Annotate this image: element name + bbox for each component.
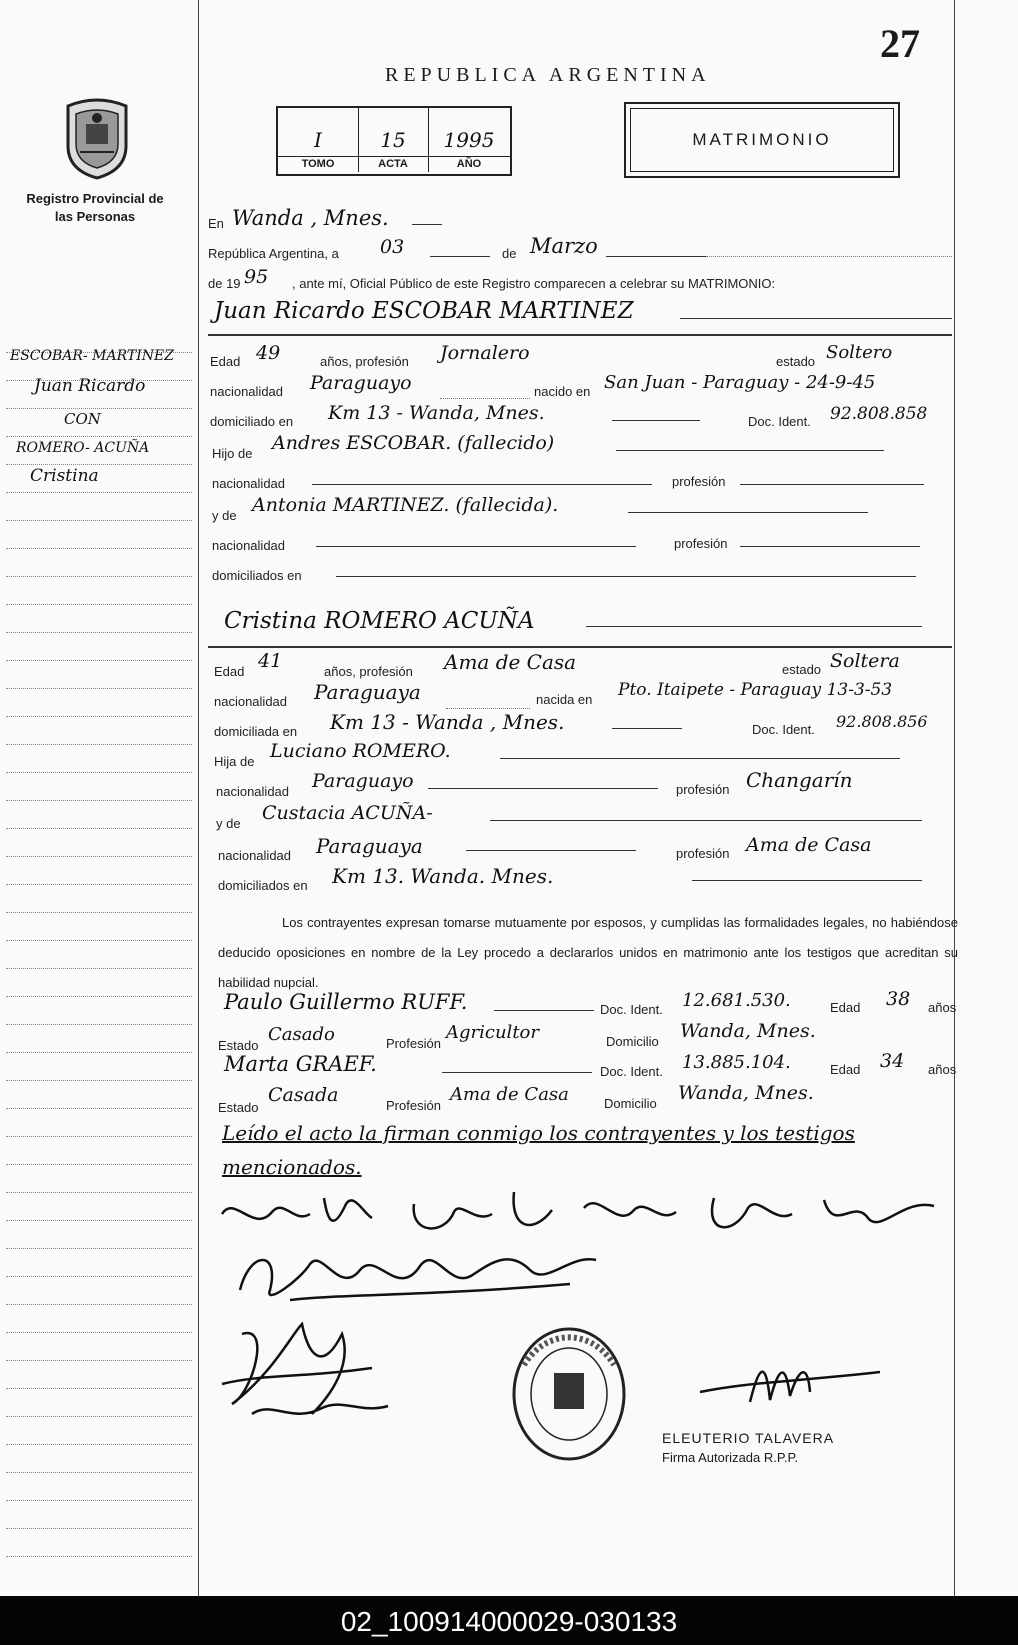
groom-status-label: estado (776, 354, 816, 369)
bride-mother-nationality-label: nacionalidad (218, 848, 292, 863)
witness-1-domicilio: Wanda, Mnes. (680, 1020, 816, 1042)
groom-profession: Jornalero (440, 342, 530, 364)
document-code: 02_100914000029-030133 (340, 1606, 678, 1637)
bride-father: Luciano ROMERO. (270, 740, 451, 762)
ano-label: AÑO (428, 156, 510, 170)
en-label: En (208, 216, 224, 231)
bride-parents-domicile: Km 13. Wanda. Mnes. (332, 864, 554, 888)
bride-doc-label: Doc. Ident. (752, 722, 815, 737)
groom-father-label: Hijo de (212, 446, 253, 461)
bride-father-nationality: Paraguayo (312, 770, 414, 792)
book-reference-box (276, 106, 512, 176)
year-prefix: de 19 (208, 276, 241, 291)
margin-note-line-4: ROMERO- ACUÑA (16, 440, 150, 456)
bride-born-label: nacida en (536, 692, 593, 707)
bride-parents-domicile-line (692, 880, 922, 881)
groom-father-profession-label: profesión (672, 474, 726, 489)
record-type: MATRIMONIO (630, 108, 894, 172)
witness-2-domicilio-label: Domicilio (604, 1096, 657, 1111)
witness-1-doc-id: 12.681.530. (682, 990, 791, 1011)
bride-father-nationality-line (428, 788, 658, 789)
witness-1-domicilio-label: Domicilio (606, 1034, 659, 1049)
groom-signature (214, 1184, 954, 1244)
witness-1-profesion-label: Profesión (386, 1036, 441, 1051)
margin-note-line-2: Juan Ricardo (34, 376, 146, 396)
bride-father-profession: Changarín (746, 768, 853, 792)
officer-title: Firma Autorizada R.P.P. (662, 1450, 799, 1465)
acta-label: ACTA (358, 156, 428, 170)
bride-domicile: Km 13 - Wanda , Mnes. (330, 710, 565, 734)
groom-father-nationality-label: nacionalidad (212, 476, 286, 491)
groom-doc-id: 92.808.858 (830, 404, 928, 424)
witness-1-name: Paulo Guillermo RUFF. (224, 990, 468, 1014)
witness-2-doc-id: 13.885.104. (682, 1052, 791, 1073)
groom-mother-profession-line (740, 546, 920, 547)
bride-domicile-label: domiciliada en (214, 724, 298, 739)
bride-name: Cristina ROMERO ACUÑA (224, 608, 535, 634)
place-value: Wanda , Mnes. (232, 206, 389, 230)
margin-note-line-1: ESCOBAR- MARTINEZ (10, 348, 174, 364)
page-number: 27 (880, 21, 920, 66)
month-value: Marzo (530, 234, 598, 258)
bride-age-label: Edad (214, 664, 245, 679)
place-line (412, 224, 442, 225)
bride-mother-profession-label: profesión (676, 846, 730, 861)
record-type-box (624, 102, 900, 178)
groom-name-line (680, 318, 952, 319)
groom-father-line (616, 450, 884, 451)
witness-2-doc-label: Doc. Ident. (600, 1064, 663, 1079)
tomo-label: TOMO (278, 156, 358, 170)
officer-signature (690, 1352, 890, 1412)
appearance-statement: , ante mí, Oficial Público de este Registro comparecen a celebrar su MATRIMONIO: (292, 276, 776, 291)
right-margin-rule (954, 0, 955, 1596)
bride-name-line (586, 626, 922, 627)
groom-age: 49 (256, 342, 281, 364)
groom-age-label: Edad (210, 354, 241, 369)
groom-nationality-dots (440, 398, 530, 399)
witness-1-profesion: Agricultor (446, 1022, 539, 1043)
margin-note-line-5: Cristina (30, 466, 99, 486)
bride-mother-profession: Ama de Casa (746, 834, 872, 856)
bride-nationality-label: nacionalidad (214, 694, 288, 709)
groom-birthplace: San Juan - Paraguay - 24-9-45 (604, 372, 876, 393)
declaration-text: Los contrayentes expresan tomarse mutuamente por esposos, y cumplidas las formalidades legales, no habiéndose deducido oposiciones en nombre de la Ley procedo a declararlos unidos en matrimonio ante los testigos que acreditan su habilidad nupcial. (218, 915, 958, 990)
groom-father-profession-line (740, 484, 924, 485)
witness-2-name: Marta GRAEF. (224, 1052, 377, 1076)
bride-mother-nationality-line (466, 850, 636, 851)
de-label: de (502, 246, 517, 261)
year-suffix: 95 (244, 266, 269, 288)
witness-2-name-line (442, 1072, 592, 1073)
bride-mother-label: y de (216, 816, 241, 831)
witness-1-age-label: Edad (830, 1000, 861, 1015)
closing-note: Leído el acto la firman conmigo los contrayentes y los testigos mencionados. (222, 1121, 855, 1179)
day-line (430, 256, 490, 257)
groom-mother-profession-label: profesión (674, 536, 728, 551)
groom-name: Juan Ricardo ESCOBAR MARTINEZ (214, 298, 634, 324)
country-heading: REPUBLICA ARGENTINA (385, 64, 711, 86)
bride-signature (230, 1240, 610, 1310)
groom-father: Andres ESCOBAR. (fallecido) (272, 432, 555, 454)
groom-status: Soltero (826, 342, 893, 363)
acta-cell (358, 108, 429, 172)
registry-seal (510, 1325, 628, 1463)
witness-1-estado-label: Estado (218, 1038, 259, 1053)
bride-profession: Ama de Casa (444, 650, 577, 674)
month-line (606, 256, 706, 257)
bride-profession-label: años, profesión (324, 664, 413, 679)
registry-name: Registro Provincial de las Personas (26, 191, 164, 224)
bride-domicile-line (612, 728, 682, 729)
bride-age: 41 (258, 650, 283, 672)
bride-section-rule (208, 646, 952, 648)
groom-mother-line (628, 512, 868, 513)
margin-note-line-3: CON (64, 410, 101, 428)
acta-value: 15 (380, 128, 406, 152)
bride-mother-nationality: Paraguaya (316, 834, 423, 858)
witness-2-age: 34 (880, 1050, 905, 1072)
bride-nationality-dots (446, 708, 530, 709)
witness-signatures (212, 1314, 412, 1434)
bride-father-line (500, 758, 900, 759)
witness-1-estado: Casado (268, 1024, 335, 1045)
groom-domicile-label: domiciliado en (210, 414, 294, 429)
groom-parents-domicile-label: domiciliados en (212, 568, 302, 583)
bride-parents-domicile-label: domiciliados en (218, 878, 308, 893)
groom-domicile: Km 13 - Wanda, Mnes. (328, 402, 545, 424)
bride-father-label: Hija de (214, 754, 255, 769)
bride-father-profession-label: profesión (676, 782, 730, 797)
bride-nationality: Paraguaya (314, 680, 421, 704)
bride-mother: Custacia ACUÑA- (262, 802, 433, 824)
groom-section-rule (208, 334, 952, 336)
witness-2-domicilio: Wanda, Mnes. (678, 1082, 814, 1104)
officer-name: ELEUTERIO TALAVERA (662, 1430, 835, 1446)
witness-2-estado-label: Estado (218, 1100, 259, 1115)
margin-column (0, 0, 199, 1596)
groom-domicile-line (612, 420, 700, 421)
groom-mother-nationality-label: nacionalidad (212, 538, 286, 553)
witness-1-age: 38 (886, 988, 911, 1010)
bride-status: Soltera (830, 650, 900, 672)
bride-birthplace: Pto. Itaipete - Paraguay 13-3-53 (618, 680, 893, 700)
groom-mother-nationality-line (316, 546, 636, 547)
witness-1-name-line (494, 1010, 594, 1011)
tomo-value: I (314, 128, 322, 152)
groom-parents-domicile-line (336, 576, 916, 577)
witness-2-estado: Casada (268, 1084, 339, 1106)
republica-label: República Argentina, a (208, 246, 339, 261)
witness-2-age-label: Edad (830, 1062, 861, 1077)
bride-father-nationality-label: nacionalidad (216, 784, 290, 799)
bride-mother-line (490, 820, 922, 821)
ano-cell (428, 108, 510, 172)
groom-doc-label: Doc. Ident. (748, 414, 811, 429)
groom-mother-label: y de (212, 508, 237, 523)
bride-status-label: estado (782, 662, 822, 677)
groom-mother: Antonia MARTINEZ. (fallecida). (252, 494, 559, 516)
groom-father-nationality-line (312, 484, 652, 485)
witness-2-profesion-label: Profesión (386, 1098, 441, 1113)
groom-born-label: nacido en (534, 384, 591, 399)
witness-2-years-label: años (928, 1062, 957, 1077)
witness-1-years-label: años (928, 1000, 957, 1015)
groom-nationality: Paraguayo (310, 372, 412, 394)
provincial-coat-of-arms (60, 96, 134, 180)
witness-2-profesion: Ama de Casa (450, 1084, 569, 1105)
month-dots (706, 256, 952, 257)
day-value: 03 (380, 236, 405, 258)
ano-value: 1995 (443, 128, 495, 152)
witness-1-doc-label: Doc. Ident. (600, 1002, 663, 1017)
groom-nationality-label: nacionalidad (210, 384, 284, 399)
bride-doc-id: 92.808.856 (836, 712, 928, 731)
tomo-cell (278, 108, 359, 172)
groom-profession-label: años, profesión (320, 354, 409, 369)
